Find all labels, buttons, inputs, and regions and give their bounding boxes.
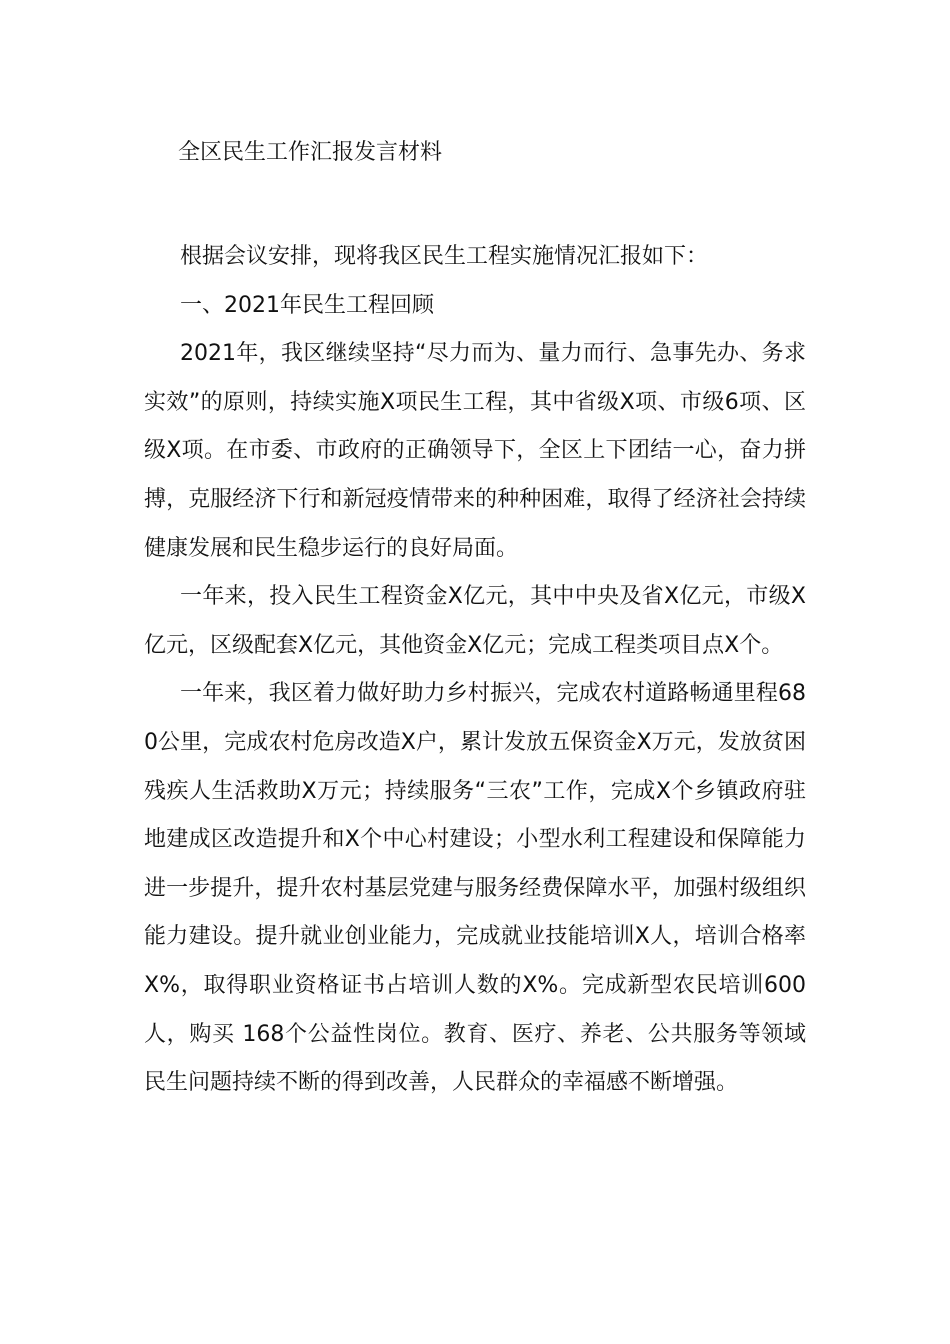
paragraph-investment: 一年来，投入民生工程资金X亿元，其中中央及省X亿元，市级X亿元，区级配套X亿元，其他资金X亿元；完成工程类项目点X个。 <box>144 584 806 658</box>
paragraph-intro: 根据会议安排，现将我区民生工程实施情况汇报如下： <box>180 244 709 269</box>
document-title: 全区民生工作汇报发言材料 <box>178 140 443 165</box>
paragraph-rural-revitalization: 一年来，我区着力做好助力乡村振兴，完成农村道路畅通里程680公里，完成农村危房改造X户，累计发放五保资金X万元，发放贫困残疾人生活救助X万元；持续服务“三农”工作，完成X个乡镇政府驻地建成区改造提升和X个中心村建设；小型水利工程建设和保障能力进一步提升，提升农村基层党建与服务经费保障水平，加强村级组织能力建设。提升就业创业能力，完成就业技能培训X人，培训合格率X%，取得职业资格证书占培训人数的X%。完成新型农民培训600人，购买 168个公益性岗位。教育、医疗、养老、公共服务等领域民生问题持续不断的得到改善，人民群众的幸福感不断增强。 <box>144 681 806 1096</box>
section-heading-review: 一、2021年民生工程回顾 <box>180 292 434 318</box>
paragraph-principles: 2021年，我区继续坚持“尽力而为、量力而行、急事先办、务求实效”的原则，持续实施X项民生工程，其中省级X项、市级6项、区级X项。在市委、市政府的正确领导下，全区上下团结一心，奋力拼搏，克服经济下行和新冠疫情带来的种种困难，取得了经济社会持续健康发展和民生稳步运行的良好局面。 <box>144 341 806 561</box>
document-body <box>144 233 806 1108</box>
